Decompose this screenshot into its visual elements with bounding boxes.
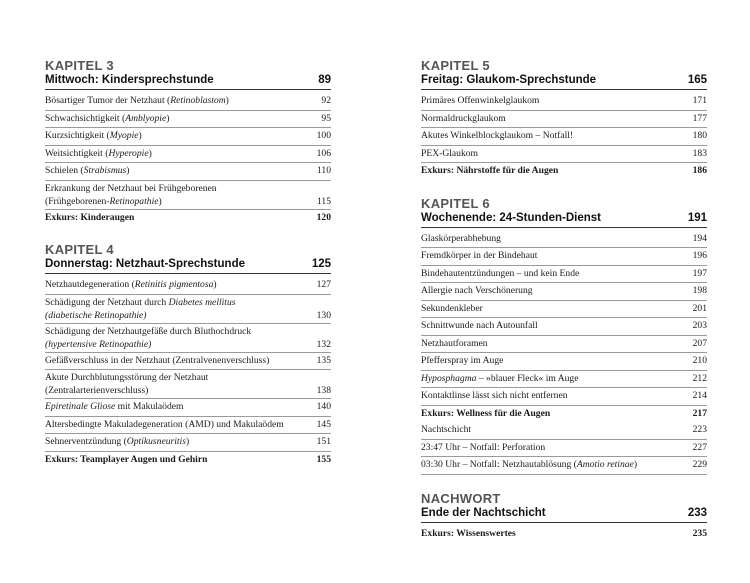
entry-title: [45, 182, 317, 208]
entry-title: [421, 111, 693, 127]
entry-italic-line2: (diabetische Retinopathie): [45, 309, 147, 321]
chapter-section: [421, 491, 707, 543]
chapter-section: [421, 196, 707, 475]
exkurs-entry: [45, 452, 331, 469]
chapter-title-row: [45, 73, 331, 90]
chapter-page: 191: [687, 211, 707, 224]
entry-italic-term: Amblyopie: [125, 112, 167, 124]
toc-entry: [45, 295, 331, 324]
entry-title: [421, 353, 693, 369]
toc-entry: [421, 440, 707, 458]
chapter-title-row: [421, 211, 707, 228]
entry-title: [45, 163, 317, 179]
entry-text: PEX-Glaukom: [421, 147, 479, 159]
entry-text-after: – »blauer Fleck« im Auge: [476, 372, 579, 384]
entry-title: [45, 296, 317, 322]
toc-entry: [421, 266, 707, 284]
toc-entry: [45, 370, 331, 399]
entry-title: [421, 301, 693, 317]
entry-italic-term: Optikusneuritis: [126, 436, 186, 447]
entry-title: [421, 388, 693, 404]
entry-title: [421, 406, 693, 422]
entry-page: 106: [316, 147, 331, 159]
chapter-section: [45, 58, 331, 226]
chapter-title: Mittwoch: Kindersprechstunde: [45, 74, 214, 86]
entry-text: Gefäßverschluss in der Netzhaut (Zentralvenenverschluss): [45, 354, 270, 366]
chapter-number: NACHWORT: [421, 490, 501, 506]
chapter-title: Donnerstag: Netzhaut-Sprechstunde: [45, 258, 245, 270]
entry-italic-line2: (hypertensive Retinopathie): [45, 338, 152, 350]
toc-entry: [421, 457, 707, 475]
entry-title: [421, 266, 693, 282]
entry-text-after: ): [148, 147, 152, 159]
entry-text-after: ): [633, 459, 638, 470]
chapter-title: Freitag: Glaukom-Sprechstunde: [421, 74, 597, 86]
entry-text: 23:47 Uhr – Notfall: Perforation: [421, 441, 546, 453]
entry-text: Netzhautdegeneration (: [45, 279, 135, 290]
entry-italic-term: Myopie: [109, 130, 139, 141]
entry-title: [421, 128, 693, 144]
entry-page: 177: [692, 112, 707, 124]
entry-text: Schädigung der Netzhautgefäße durch Bluthochdruck: [45, 325, 252, 337]
chapter-number: KAPITEL 5: [421, 58, 490, 73]
toc-entry: [45, 417, 331, 435]
entry-text: Normaldruckglaukom: [421, 112, 506, 124]
entry-text: Kurzsichtigkeit (: [45, 130, 110, 141]
exkurs-title: Exkurs: Nährstoffe für die Augen: [421, 165, 559, 176]
entry-page: 229: [692, 459, 707, 470]
toc-entry: [421, 93, 707, 111]
entry-text: Erkrankung der Netzhaut bei Frühgeborenen: [45, 182, 217, 194]
toc-entry: [421, 422, 707, 440]
entry-page: 194: [692, 232, 707, 244]
entry-text-line2: (Frühgeborenen-: [45, 195, 110, 207]
entry-text: Sekundenkleber: [421, 302, 483, 314]
entry-text-after: ): [138, 130, 142, 141]
entry-text-line2-after: ): [158, 195, 162, 207]
entry-text: Altersbedingte Makuladegeneration (AMD) und Makulaödem: [45, 418, 284, 430]
entry-italic-term: Retinoblastom: [170, 95, 226, 106]
entry-italic-term: Hyperopie: [108, 147, 149, 159]
entry-title: [421, 422, 693, 438]
entry-text-after: ): [225, 95, 229, 106]
entry-text: Schnittwunde nach Autounfall: [421, 320, 538, 331]
entry-text: Kontaktlinse lässt sich nicht entfernen: [421, 390, 568, 401]
entry-page: 127: [316, 279, 331, 290]
toc-entry: [45, 434, 331, 452]
toc-entry: [421, 111, 707, 129]
entry-page: 197: [692, 267, 707, 279]
entry-page: 151: [316, 436, 331, 447]
entry-title: [45, 325, 317, 351]
toc-entry: [45, 93, 331, 111]
entry-page: 171: [692, 95, 707, 106]
entry-page: 203: [692, 320, 707, 331]
entry-text: Schädigung der Netzhaut durch: [45, 296, 169, 308]
chapter-number: KAPITEL 3: [45, 58, 114, 73]
entry-text: Bindehautentzündungen – und kein Ende: [421, 267, 580, 279]
entry-page: 198: [692, 285, 707, 296]
toc-entry: [421, 353, 707, 371]
entry-title: [45, 353, 317, 369]
exkurs-page: 235: [692, 527, 707, 539]
toc-entry: [421, 301, 707, 319]
entry-page: 183: [692, 147, 707, 159]
exkurs-title: Exkurs: Kinderaugen: [45, 211, 135, 223]
entry-page: 212: [692, 372, 707, 384]
toc-entry: [421, 146, 707, 164]
entry-italic-term: Strabismus: [83, 165, 127, 176]
entry-page: 227: [692, 441, 707, 453]
entry-page: 180: [692, 130, 707, 141]
chapter-page: 125: [311, 258, 331, 270]
toc-entry: [421, 371, 707, 389]
entry-page: 130: [316, 309, 331, 321]
toc-entry: [45, 163, 331, 181]
entry-title: [421, 457, 693, 473]
exkurs-page: 155: [316, 453, 331, 465]
entry-page: 110: [316, 165, 331, 176]
chapter-section: [45, 242, 331, 468]
exkurs-entry: [421, 163, 707, 180]
entry-title: [45, 146, 317, 162]
toc-entry: [421, 336, 707, 354]
entry-title: [45, 111, 321, 127]
chapter-number: KAPITEL 4: [45, 242, 114, 257]
entry-title: [421, 440, 693, 456]
entry-title: [45, 128, 317, 144]
entry-page: 92: [321, 95, 331, 106]
entry-text: Schielen (: [45, 165, 84, 176]
entry-title: [421, 318, 693, 334]
exkurs-title: Exkurs: Teamplayer Augen und Gehirn: [45, 453, 208, 465]
entry-text: Exkurs: Wellness für die Augen: [421, 407, 551, 419]
entry-page: 145: [316, 418, 331, 430]
entry-text: Nachtschicht: [421, 424, 472, 435]
chapter-number: KAPITEL 6: [421, 195, 490, 211]
entry-title: [45, 93, 321, 109]
entry-text: Bösartiger Tumor der Netzhaut (: [45, 95, 171, 106]
exkurs-entry: [421, 406, 707, 423]
entry-title: [45, 417, 317, 433]
toc-entry: [421, 231, 707, 249]
exkurs-entry: [45, 210, 331, 227]
toc-left-column: [45, 58, 331, 484]
entry-page: 95: [321, 112, 331, 124]
entry-page: 217: [692, 407, 707, 419]
entry-text: Akutes Winkelblockglaukom – Notfall!: [421, 130, 574, 141]
entry-text: Primäres Offenwinkelglaukom: [421, 95, 540, 106]
entry-page: 196: [692, 250, 707, 261]
entry-title: [421, 93, 693, 109]
chapter-title: Wochenende: 24-Stunden-Dienst: [421, 211, 601, 224]
entry-text: Akute Durchblutungsstörung der Netzhaut: [45, 372, 209, 383]
entry-text-after: ): [166, 112, 170, 124]
chapter-title: Ende der Nachtschicht: [421, 506, 546, 519]
toc-entry: [45, 353, 331, 371]
toc-entry: [45, 324, 331, 353]
toc-entry: [421, 318, 707, 336]
entry-italic-term: Amotio retinae: [576, 459, 634, 470]
entry-text-after: mit Makulaödem: [115, 401, 184, 412]
entry-page: 115: [316, 195, 331, 207]
entry-title: [45, 277, 317, 293]
chapter-title-row: [421, 73, 707, 90]
exkurs-title: Exkurs: Wissenswertes: [421, 527, 516, 539]
toc-entry: [45, 128, 331, 146]
entry-text: Schwachsichtigkeit (: [45, 112, 126, 124]
entry-text: Netzhautforamen: [421, 337, 488, 349]
entry-page: 201: [692, 302, 707, 314]
entry-text: 03:30 Uhr – Notfall: Netzhautablösung (: [421, 459, 577, 470]
entry-text: Allergie nach Verschönerung: [421, 285, 533, 296]
entry-page: 207: [692, 337, 707, 349]
chapter-title-row: [421, 506, 707, 523]
toc-entry: [421, 248, 707, 266]
entry-title: [421, 231, 693, 247]
entry-title: [421, 146, 693, 162]
entry-title: [45, 434, 317, 450]
toc-entry: [421, 128, 707, 146]
toc-entry: [45, 277, 331, 295]
entry-page: 223: [692, 424, 707, 435]
entry-text: Fremdkörper in der Bindehaut: [421, 250, 538, 261]
exkurs-page: 186: [692, 165, 707, 176]
entry-italic-term: Hyposphagma: [421, 372, 477, 384]
toc-entry: [421, 283, 707, 301]
entry-text-after: ): [185, 436, 190, 447]
entry-page: 138: [316, 385, 331, 396]
toc-entry: [421, 388, 707, 406]
entry-title: [421, 371, 693, 387]
exkurs-entry: [421, 526, 707, 543]
chapter-page: 165: [687, 74, 707, 86]
entry-page: 135: [316, 354, 331, 366]
entry-title: [45, 371, 317, 397]
entry-text-after: ): [213, 279, 217, 290]
entry-text: Weitsichtigkeit (: [45, 147, 109, 159]
entry-page: 140: [316, 401, 331, 412]
entry-text: Sehnerventzündung (: [45, 436, 127, 447]
entry-italic-term: Retinitis pigmentosa: [134, 279, 214, 290]
entry-page: 132: [316, 338, 331, 350]
entry-title: [421, 336, 693, 352]
chapter-title-row: [45, 257, 331, 274]
entry-text-after: ): [126, 165, 130, 176]
entry-title: [45, 399, 317, 415]
entry-title: [421, 283, 693, 299]
toc-entry: [45, 399, 331, 417]
toc-entry: [45, 146, 331, 164]
chapter-page: 233: [687, 506, 707, 519]
exkurs-page: 120: [316, 211, 331, 223]
chapter-page: 89: [318, 74, 331, 86]
entry-page: 210: [692, 355, 707, 366]
entry-text: Pfefferspray im Auge: [421, 355, 504, 366]
entry-italic-line2: Retinopathie: [109, 195, 159, 207]
entry-italic-term: Epiretinale Gliose: [45, 401, 116, 412]
toc-entry: [45, 181, 331, 210]
chapter-section: [421, 58, 707, 180]
entry-text: Glaskörperabhebung: [421, 232, 501, 244]
entry-page: 100: [316, 130, 331, 141]
entry-title: [421, 248, 693, 264]
toc-right-column: [421, 58, 707, 558]
entry-text-line2: (Zentralarterienverschluss): [45, 385, 149, 396]
entry-page: 214: [692, 390, 707, 401]
toc-entry: [45, 111, 331, 129]
entry-italic-term: Diabetes mellitus: [168, 296, 236, 308]
